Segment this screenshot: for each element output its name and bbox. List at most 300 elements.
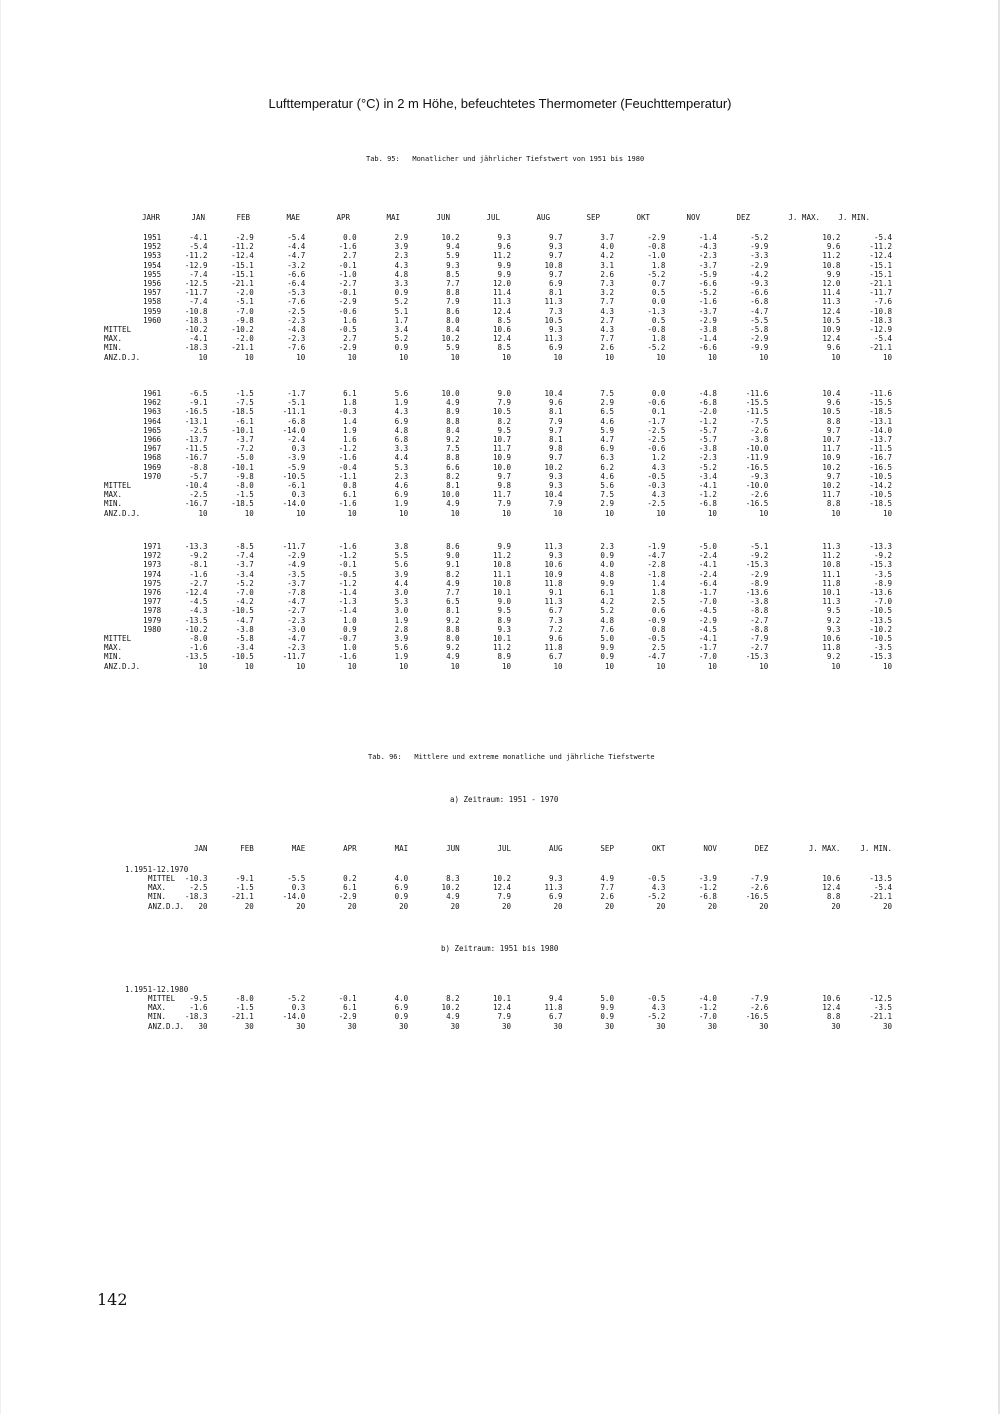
stats-row (120, 325, 892, 334)
stat-value: -18.3 (184, 343, 208, 353)
stat-value: 8.8 (826, 499, 841, 509)
tab95-col-header: J. MAX. (788, 213, 820, 222)
stat-value: -7.0 (698, 1012, 717, 1022)
tab95-col-header: APR (336, 213, 350, 222)
value-cell: -3.8 (750, 435, 769, 445)
stat-value: -5.8 (235, 634, 254, 644)
stat-value: 10 (553, 508, 563, 518)
stats-row (120, 883, 892, 892)
stat-value: 10 (347, 508, 357, 518)
value-cell: -2.5 (287, 306, 306, 316)
value-cell: -16.5 (184, 407, 208, 417)
stat-value: 9.2 (446, 643, 460, 653)
year-cell: 1980 (143, 624, 162, 634)
tab96-col-header: OKT (651, 844, 666, 853)
value-cell: -1.8 (647, 569, 666, 579)
value-cell: 9.9 (497, 542, 512, 551)
tab95-caption-text: Monatlicher und jährlicher Tiefstwert von 1951 bis 1980 (412, 155, 645, 163)
stat-value: 1.8 (651, 334, 666, 344)
stat-value: 20 (604, 901, 614, 911)
value-cell: 2.9 (394, 233, 409, 242)
value-cell: -5.2 (235, 578, 254, 588)
stat-value: -8.0 (235, 481, 254, 491)
stat-value: 0.9 (600, 652, 614, 662)
value-cell: -18.5 (869, 407, 892, 417)
value-cell: -6.6 (287, 269, 306, 279)
value-cell: -7.4 (235, 551, 254, 561)
stat-value: 4.3 (651, 883, 666, 893)
value-cell: -2.9 (338, 297, 357, 307)
stat-label: MIN. (104, 652, 123, 662)
stat-value: 10 (604, 661, 614, 671)
stat-value: -0.1 (338, 994, 357, 1003)
value-cell: 10.6 (544, 560, 563, 570)
stat-value: 10 (553, 661, 563, 671)
stat-value: -2.5 (189, 490, 208, 500)
value-cell: 11.3 (544, 297, 563, 307)
value-cell: -11.7 (869, 288, 892, 298)
value-cell: 9.5 (826, 606, 841, 616)
stat-value: 11.3 (544, 334, 563, 344)
value-cell: -12.9 (184, 260, 208, 270)
value-cell: -7.0 (873, 597, 892, 607)
value-cell: -2.5 (647, 435, 666, 445)
stat-value: -21.1 (231, 1012, 254, 1022)
value-cell: 7.7 (446, 279, 460, 289)
value-cell: 9.2 (826, 615, 841, 625)
value-cell: 6.6 (446, 462, 460, 472)
stats-row (120, 490, 892, 499)
value-cell: -9.9 (750, 242, 769, 252)
year-cell: 1953 (143, 251, 162, 261)
stat-value: 6.9 (394, 883, 409, 893)
stat-value: -4.0 (698, 994, 717, 1003)
tab95-caption-label: Tab. 95: (366, 155, 400, 163)
value-cell: 7.5 (600, 389, 614, 398)
value-cell: -13.3 (184, 542, 208, 551)
value-cell: 5.2 (394, 297, 409, 307)
stat-value: -2.3 (287, 643, 306, 653)
value-cell: 8.5 (446, 269, 460, 279)
stat-value: 20 (347, 901, 357, 911)
value-cell: -1.3 (647, 306, 666, 316)
value-cell: -9.3 (750, 471, 769, 481)
stat-value: 11.8 (822, 643, 841, 653)
value-cell: 9.7 (548, 425, 563, 435)
value-cell: 11.7 (493, 444, 512, 454)
table-row (120, 435, 892, 444)
value-cell: 3.3 (394, 444, 409, 454)
value-cell: -0.1 (338, 288, 357, 298)
stat-value: 7.9 (548, 499, 563, 509)
value-cell: -0.3 (338, 407, 357, 417)
stat-value: 9.9 (600, 643, 614, 653)
stat-value: 4.3 (600, 325, 614, 335)
value-cell: -6.8 (287, 416, 306, 426)
stat-value: 10 (656, 508, 666, 518)
value-cell: -1.2 (698, 416, 717, 426)
value-cell: -10.2 (869, 624, 892, 634)
stats-row (120, 643, 892, 652)
value-cell: 9.3 (548, 551, 563, 561)
tab95-col-header: DEZ (736, 213, 750, 222)
stat-value: 30 (604, 1021, 614, 1031)
stat-value: 10.2 (441, 1003, 460, 1013)
value-cell: 4.3 (600, 306, 614, 316)
stat-value: 10.6 (493, 325, 512, 335)
value-cell: -2.9 (698, 315, 717, 325)
value-cell: -12.4 (231, 251, 254, 261)
stat-value: -21.1 (231, 892, 254, 902)
stat-label: MITTEL (104, 481, 132, 491)
stat-value: 30 (759, 1021, 769, 1031)
stat-label: ANZ.D.J. (148, 901, 185, 911)
stat-value: 10.6 (822, 874, 841, 883)
stat-value: -15.3 (745, 652, 769, 662)
value-cell: -1.3 (338, 597, 357, 607)
value-cell: -2.7 (287, 606, 306, 616)
value-cell: 10.5 (822, 315, 841, 325)
stat-value: -2.9 (338, 892, 357, 902)
stat-value: 0.3 (291, 1003, 306, 1013)
stats-row (120, 343, 892, 352)
value-cell: 1.4 (343, 416, 357, 426)
value-cell: 9.8 (548, 444, 563, 454)
stat-value: -14.2 (869, 481, 892, 491)
stat-value: 10.2 (493, 874, 512, 883)
value-cell: 10.4 (544, 389, 563, 398)
value-cell: -5.2 (698, 462, 717, 472)
stat-value: 10 (347, 352, 357, 362)
stat-value: -6.8 (698, 892, 717, 902)
stat-value: 7.9 (497, 499, 512, 509)
stat-value: -4.7 (647, 652, 666, 662)
value-cell: -10.5 (869, 471, 892, 481)
stat-value: 20 (882, 901, 892, 911)
value-cell: 4.0 (600, 242, 614, 252)
stat-value: 30 (296, 1021, 306, 1031)
value-cell: -2.0 (235, 288, 254, 298)
stat-value: 0.2 (343, 874, 357, 883)
value-cell: -5.1 (235, 297, 254, 307)
stat-value: 10 (296, 352, 306, 362)
stat-label: MIN. (148, 1012, 167, 1022)
stats-row (120, 874, 892, 883)
stat-value: -10.5 (869, 490, 892, 500)
value-cell: -1.6 (189, 569, 208, 579)
year-cell: 1977 (143, 597, 162, 607)
stat-value: -11.7 (282, 652, 306, 662)
stat-value: 20 (399, 901, 409, 911)
value-cell: -9.3 (750, 279, 769, 289)
value-cell: 9.2 (446, 615, 460, 625)
value-cell: 9.9 (497, 269, 512, 279)
value-cell: -0.8 (647, 242, 666, 252)
stat-value: 10 (244, 352, 254, 362)
stat-value: -10.5 (231, 652, 254, 662)
stats-row (120, 892, 892, 901)
stat-value: 10.4 (544, 490, 563, 500)
value-cell: -6.6 (698, 279, 717, 289)
table-row (120, 616, 892, 625)
value-cell: -15.5 (745, 398, 769, 408)
stat-value: -2.9 (338, 343, 357, 353)
stat-value: 7.7 (600, 883, 614, 893)
value-cell: -13.3 (869, 542, 892, 551)
table-row (120, 444, 892, 453)
value-cell: -2.3 (698, 251, 717, 261)
value-cell: 10.2 (441, 233, 460, 242)
value-cell: -6.5 (189, 389, 208, 398)
value-cell: -3.5 (287, 569, 306, 579)
value-cell: 10.9 (822, 453, 841, 463)
value-cell: -9.1 (189, 398, 208, 408)
value-cell: -9.8 (235, 471, 254, 481)
value-cell: 1.6 (343, 435, 357, 445)
value-cell: 4.4 (394, 453, 409, 463)
stat-value: -5.5 (287, 874, 306, 883)
value-cell: 6.7 (548, 606, 563, 616)
stat-value: -1.2 (698, 1003, 717, 1013)
stats-row (120, 634, 892, 643)
value-cell: -5.4 (873, 233, 892, 242)
tab95-col-header: AUG (536, 213, 550, 222)
value-cell: 4.6 (600, 416, 614, 426)
stat-value: 10.0 (441, 490, 460, 500)
stat-value: 9.9 (600, 1003, 614, 1013)
value-cell: -7.8 (287, 588, 306, 598)
stat-value: -5.2 (647, 343, 666, 353)
year-cell: 1975 (143, 578, 162, 588)
value-cell: 1.0 (343, 615, 357, 625)
value-cell: 9.3 (826, 624, 841, 634)
value-cell: 9.0 (446, 551, 460, 561)
stat-value: 20 (296, 901, 306, 911)
stat-value: 8.4 (446, 325, 460, 335)
value-cell: 7.9 (497, 398, 512, 408)
stat-value: -9.9 (750, 343, 769, 353)
tab95-col-header: SEP (586, 213, 600, 222)
value-cell: -0.6 (647, 398, 666, 408)
stat-value: -2.5 (647, 499, 666, 509)
value-cell: -6.4 (698, 578, 717, 588)
tab95-header-table (120, 212, 892, 224)
stat-value: -15.3 (869, 652, 892, 662)
value-cell: 9.7 (548, 453, 563, 463)
value-cell: -3.8 (698, 444, 717, 454)
table-row (120, 472, 892, 481)
value-cell: 9.0 (497, 597, 512, 607)
value-cell: 0.0 (343, 233, 357, 242)
stat-value: 4.3 (651, 1003, 666, 1013)
table-row (120, 288, 892, 297)
tab96-col-header: J. MIN. (860, 844, 892, 853)
stat-value: 6.1 (343, 883, 357, 893)
value-cell: 7.3 (600, 279, 614, 289)
stat-value: -4.1 (698, 634, 717, 644)
stat-value: 2.6 (600, 892, 614, 902)
stat-value: 2.5 (651, 643, 666, 653)
stat-value: -7.9 (750, 874, 769, 883)
stat-value: -12.9 (869, 325, 892, 335)
stat-value: 0.3 (291, 883, 306, 893)
stat-value: 4.6 (394, 481, 409, 491)
stat-label: ANZ.D.J. (148, 1021, 185, 1031)
value-cell: -6.8 (750, 297, 769, 307)
stat-value: -1.5 (235, 490, 254, 500)
tab96-caption (368, 753, 655, 761)
stat-value: -4.7 (287, 634, 306, 644)
stat-value: 20 (198, 901, 208, 911)
value-cell: 8.8 (446, 288, 460, 298)
stat-label: MAX. (148, 1003, 167, 1013)
table-row (120, 233, 892, 242)
tab95-col-header: MAE (286, 213, 300, 222)
value-cell: -8.9 (873, 578, 892, 588)
stat-value: 10 (450, 352, 460, 362)
value-cell: 9.4 (446, 242, 460, 252)
value-cell: 3.9 (394, 242, 409, 252)
stat-value: -3.4 (235, 643, 254, 653)
stat-value: 5.0 (600, 994, 614, 1003)
value-cell: 6.1 (343, 389, 357, 398)
tab95-col-header: J. MIN. (838, 213, 870, 222)
value-cell: 9.3 (548, 471, 563, 481)
value-cell: 10.2 (822, 462, 841, 472)
value-cell: 2.5 (651, 597, 666, 607)
value-cell: 6.1 (600, 588, 614, 598)
stat-value: 30 (198, 1021, 208, 1031)
stat-value: 11.2 (493, 643, 512, 653)
stat-value: -2.0 (235, 334, 254, 344)
stat-value: 10 (198, 352, 208, 362)
value-cell: -9.2 (189, 551, 208, 561)
stat-value: 10 (759, 352, 769, 362)
stat-value: -5.4 (873, 334, 892, 344)
value-cell: -11.7 (184, 288, 208, 298)
value-cell: 5.9 (446, 251, 460, 261)
value-cell: 4.9 (446, 398, 460, 408)
stat-value: -0.5 (338, 325, 357, 335)
stat-value: -9.5 (189, 994, 208, 1003)
stat-value: -5.2 (647, 1012, 666, 1022)
value-cell: 3.7 (600, 233, 614, 242)
stat-value: -6.6 (698, 343, 717, 353)
stat-value: -1.6 (338, 499, 357, 509)
year-cell: 1952 (143, 242, 162, 252)
value-cell: 8.9 (497, 615, 512, 625)
stat-value: 10 (399, 508, 409, 518)
tab95-col-header: JAN (191, 213, 205, 222)
stat-value: -10.0 (745, 481, 769, 491)
value-cell: -5.4 (287, 233, 306, 242)
tab96-col-header: JUN (446, 844, 460, 853)
stat-label: MAX. (104, 334, 123, 344)
value-cell: 9.3 (497, 624, 512, 634)
stats-row (120, 1003, 892, 1012)
value-cell: 9.6 (548, 398, 563, 408)
stat-value: 20 (759, 901, 769, 911)
value-cell: 3.3 (394, 279, 409, 289)
stat-value: 11.7 (493, 490, 512, 500)
value-cell: -11.2 (869, 242, 892, 252)
year-cell: 1955 (143, 269, 162, 279)
value-cell: -10.5 (282, 471, 306, 481)
value-cell: -1.7 (287, 389, 306, 398)
value-cell: 11.4 (822, 288, 841, 298)
value-cell: 9.7 (826, 471, 841, 481)
value-cell: -5.9 (287, 462, 306, 472)
value-cell: 10.1 (822, 588, 841, 598)
value-cell: -7.4 (189, 297, 208, 307)
value-cell: -5.5 (750, 315, 769, 325)
value-cell: -15.1 (869, 260, 892, 270)
year-cell: 1972 (143, 551, 162, 561)
value-cell: -2.6 (750, 425, 769, 435)
value-cell: 8.9 (446, 407, 460, 417)
stat-value: 1.9 (394, 499, 409, 509)
value-cell: 1.9 (343, 425, 357, 435)
stat-value: 10.1 (493, 994, 512, 1003)
tab95-col-header: JUN (436, 213, 450, 222)
year-cell: 1951 (143, 233, 162, 242)
stat-value: -10.3 (184, 874, 208, 883)
stat-value: -16.7 (184, 499, 208, 509)
value-cell: 4.8 (394, 425, 409, 435)
stat-value: 9.3 (548, 481, 563, 491)
value-cell: 9.6 (497, 242, 512, 252)
value-cell: -1.6 (698, 297, 717, 307)
stat-value: 4.0 (394, 874, 409, 883)
stat-value: -1.5 (235, 1003, 254, 1013)
value-cell: -7.6 (287, 297, 306, 307)
stat-value: 6.1 (343, 1003, 357, 1013)
value-cell: 7.9 (548, 416, 563, 426)
value-cell: -2.3 (287, 615, 306, 625)
value-cell: 4.7 (600, 435, 614, 445)
value-cell: -8.8 (750, 606, 769, 616)
stat-value: 8.9 (497, 652, 512, 662)
tab96-section-b-title: b) Zeitraum: 1951 bis 1980 (441, 944, 559, 953)
value-cell: -11.5 (745, 407, 769, 417)
table-row (120, 597, 892, 606)
stat-value: 0.3 (291, 490, 306, 500)
year-cell: 1956 (143, 279, 162, 289)
stat-value: 8.1 (446, 481, 460, 491)
value-cell: -1.7 (647, 416, 666, 426)
stat-value: -21.1 (869, 892, 892, 902)
value-cell: -8.9 (750, 578, 769, 588)
value-cell: 6.5 (446, 597, 460, 607)
stat-value: -5.2 (647, 892, 666, 902)
stats-row (120, 509, 892, 518)
tab96-col-header: MAE (291, 844, 306, 853)
stat-value: 10 (296, 661, 306, 671)
value-cell: -3.7 (235, 560, 254, 570)
value-cell: 10.0 (493, 462, 512, 472)
tab96-col-header: JUL (497, 844, 512, 853)
year-cell: 1962 (143, 398, 162, 408)
tab95-col-header: JAHR (141, 213, 160, 222)
value-cell: 0.3 (291, 444, 306, 454)
stat-value: 10.2 (441, 883, 460, 893)
value-cell: 5.5 (394, 551, 409, 561)
stat-value: 9.2 (826, 652, 841, 662)
stat-value: 5.0 (600, 634, 614, 644)
stat-value: -1.6 (338, 652, 357, 662)
value-cell: 0.9 (343, 624, 357, 634)
stat-value: -16.5 (745, 892, 769, 902)
